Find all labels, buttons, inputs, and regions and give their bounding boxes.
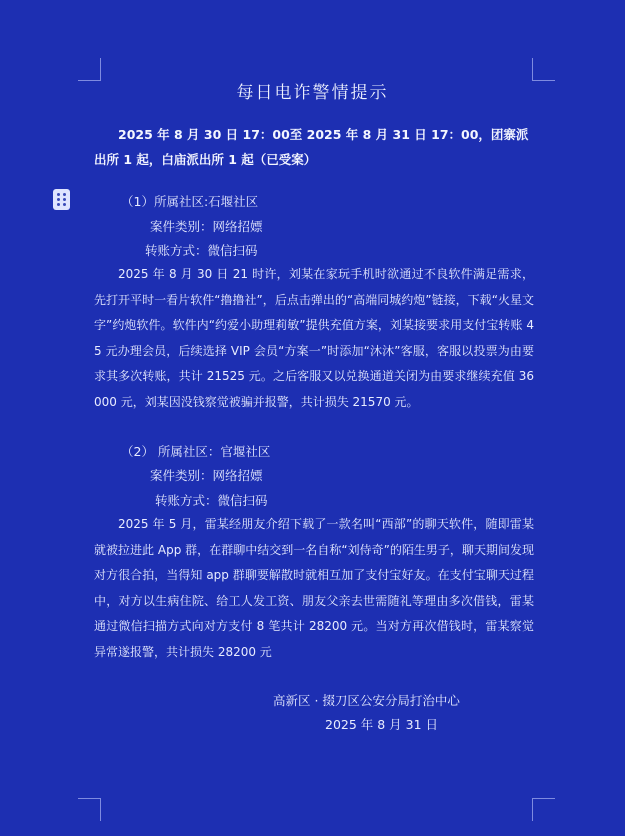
crop-mark-bottom-right [532, 798, 555, 821]
case-1-community: （1）所属社区:石堰社区 [121, 194, 259, 209]
signature-org: 高新区 · 掇刀区公安分局打治中心 [273, 693, 460, 708]
document-title: 每日电诈警情提示 [236, 83, 389, 103]
case-1-body: 2025 年 8 月 30 日 21 时许，刘某在家玩手机时欲通过不良软件满足需求，先打开平时一看片软件“撸撸社”，后点击弹出的“高端同城约炮”链接，下载“火星文字”约炮软件。软件内“约爱小助理莉敏”提供充值方案，刘某接要求用支付宝转账 45 元办理会员，后续选择 VIP 会员“方案一”时添加“沐沐”客服，客服以投票为由要求其多次转账，共计 21525 元。之后客服又以兑换通道关闭为由要求继续充值 36000 元，刘某因没钱察觉被骗并报警，共计损失 21570 元。 [94, 267, 534, 409]
case-1-transfer: 转账方式：微信扫码 [145, 243, 258, 258]
crop-mark-bottom-left [78, 798, 101, 821]
case-2-category: 案件类别：网络招嫖 [150, 468, 263, 483]
case-2-body: 2025 年 5 月，雷某经朋友介绍下载了一款名叫“西部”的聊天软件，随即雷某就被拉进此 App 群，在群聊中结交到一名自称“刘侍奇”的陌生男子，聊天期间发现对方很合拍，当得知 app 群聊要解散时就相互加了支付宝好友。在支付宝聊天过程中，对方以生病住院、给工人发工资、朋友父亲去世需随礼等理由多次借钱，雷某通过微信扫描方式向对方支付 8 笔共计 28200 元。当对方再次借钱时，雷某察觉异常遂报警，共计损失 28200 元 [94, 517, 534, 659]
incident-summary: 2025 年 8 月 30 日 17：00至 2025 年 8 月 31 日 17：00，团寨派出所 1 起，白庙派出所 1 起（已受案） [94, 127, 529, 167]
case-2-transfer: 转账方式：微信扫码 [155, 493, 268, 508]
drag-handle-icon[interactable] [53, 189, 70, 210]
signature-date: 2025 年 8 月 31 日 [325, 717, 439, 732]
case-1-category: 案件类别：网络招嫖 [150, 219, 263, 234]
case-2-community: （2） 所属社区：官堰社区 [121, 444, 271, 459]
